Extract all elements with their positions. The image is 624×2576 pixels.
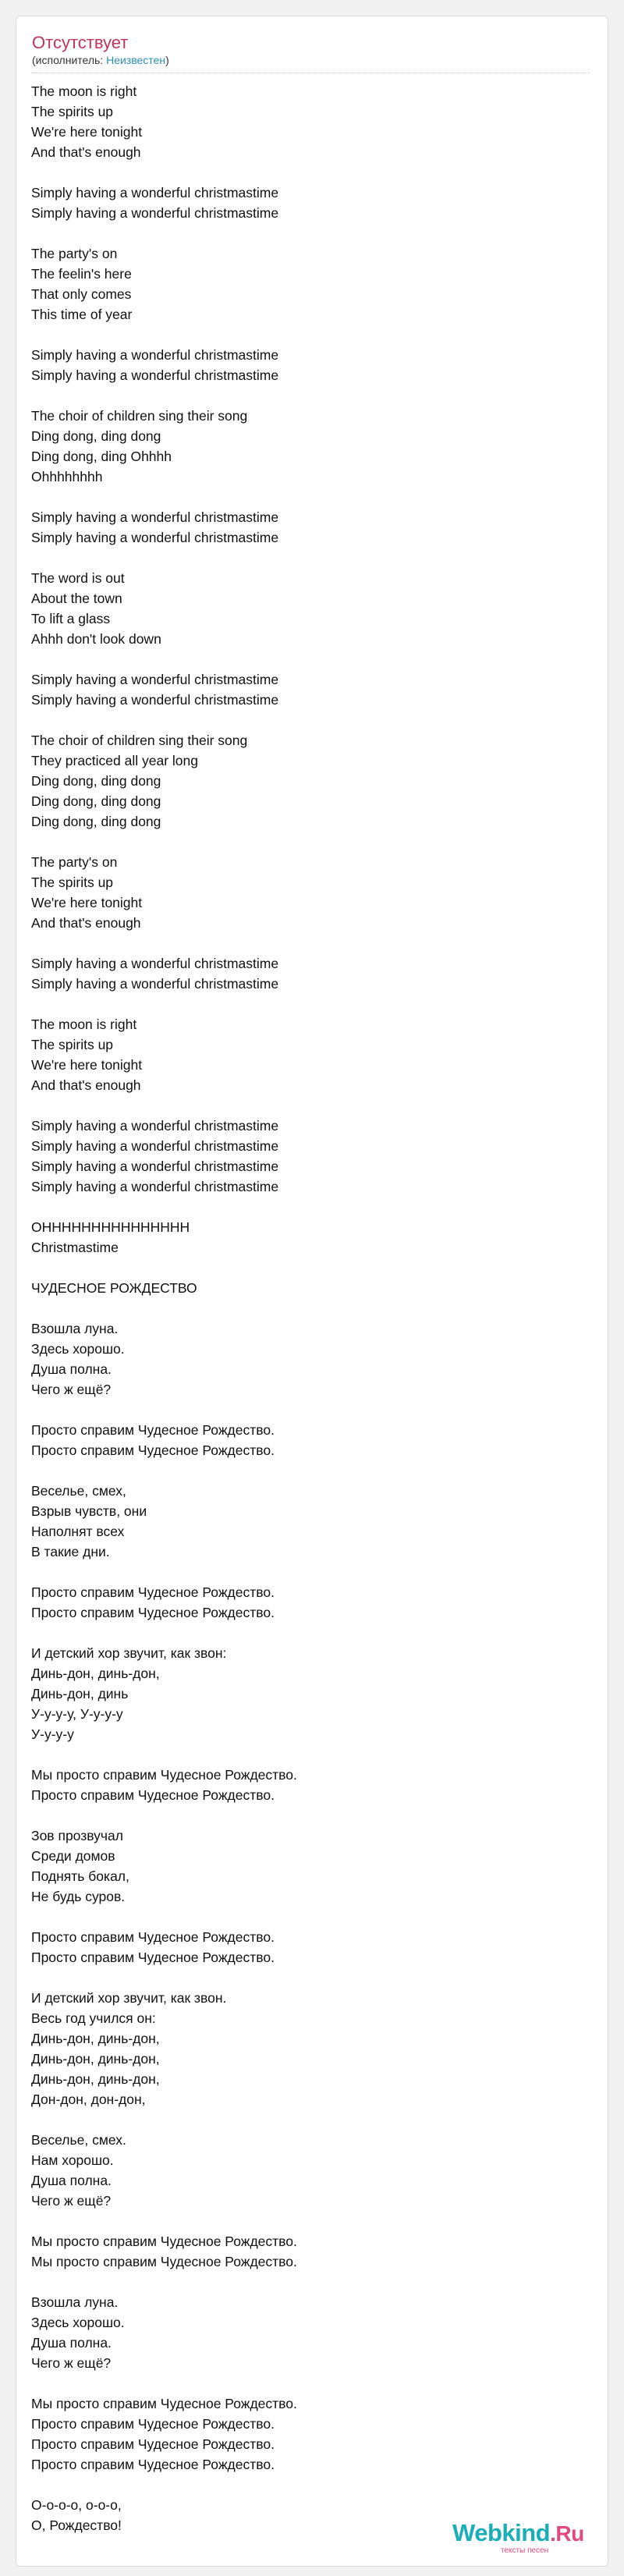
lyrics-text: The moon is right The spirits up We're here tonight And that's enough Simply having a wonderful christmastime Simply having a wonderful christmastime The party's on The feelin's here That only comes This time of year Simply having a wonderful christmastime Simply having a wonderful christmastime The choir of children sing their song Ding dong, ding dong Ding dong, ding Ohhhh Ohhhhhhhh Simply having a wonderful christmastime Simply having a wonderful christmastime The word is out About the town To lift a glass Ahhh don't look down Simply having a wonderful christmastime Simply having a wonderful christmastime The choir of children sing their song They practiced all year long Ding dong, ding dong Ding dong, ding dong Ding dong, ding dong The party's on The spirits up We're here tonight And that's enough Simply having a wonderful christmastime Simply having a wonderful christmastime The moon is right The spirits up We're here tonight And that's enough Simply having a wonderful christmastime Simply having a wonderful christmastime Simply having a wonderful christmastime Simply having a wonderful christmastime OHHHHHHHHHHHHHHH Christmastime ЧУДЕСНОЕ РОЖДЕСТВО Взошла луна. Здесь хорошо. Душа полна. Чего ж ещё? Просто справим Чудесное Рождество. Просто справим Чудесное Рождество. Веселье, смех, Взрыв чувств, они Наполнят всех В такие дни. Просто справим Чудесное Рождество. Просто справим Чудесное Рождество. И детский хор звучит, как звон: Динь-дон, динь-дон, Динь-дон, динь У-у-у-у, У-у-у-у У-у-у-у Мы просто справим Чудесное Рождество. Просто справим Чудесное Рождество. Зов прозвучал Среди домов Поднять бокал, Не будь суров. Просто справим Чудесное Рождество. Просто справим Чудесное Рождество. И детский хор звучит, как звон. Весь год учился он: Динь-дон, динь-дон, Динь-дон, динь-дон, Динь-дон, динь-дон, Дон-дон, дон-дон, Веселье, смех. Нам хорошо. Душа полна. Чего ж ещё? Мы просто справим Чудесное Рождество. Мы просто справим Чудесное Рождество. Взошла луна. Здесь хорошо. Душа полна. Чего ж ещё? Мы просто справим Чудесное Рождество. Просто справим Чудесное Рождество. Просто справим Чудесное Рождество. Просто справим Чудесное Рождество. О-о-о-о, о-о-о, О, Рождество! [31,83,297,2533]
logo-wordmark [452,2518,584,2549]
song-title: Отсутствует [32,33,129,52]
logo-tld: .Ru [550,2521,584,2546]
logo-name: Webkind [452,2519,551,2546]
webkind-logo[interactable] [452,2518,608,2562]
logo-tagline: тексты песен [501,2546,549,2555]
artist-prefix: (исполнитель: [32,54,107,66]
artist-link[interactable]: Неизвестен [106,54,166,66]
artist-line [32,52,169,68]
artist-suffix: ) [165,54,169,66]
